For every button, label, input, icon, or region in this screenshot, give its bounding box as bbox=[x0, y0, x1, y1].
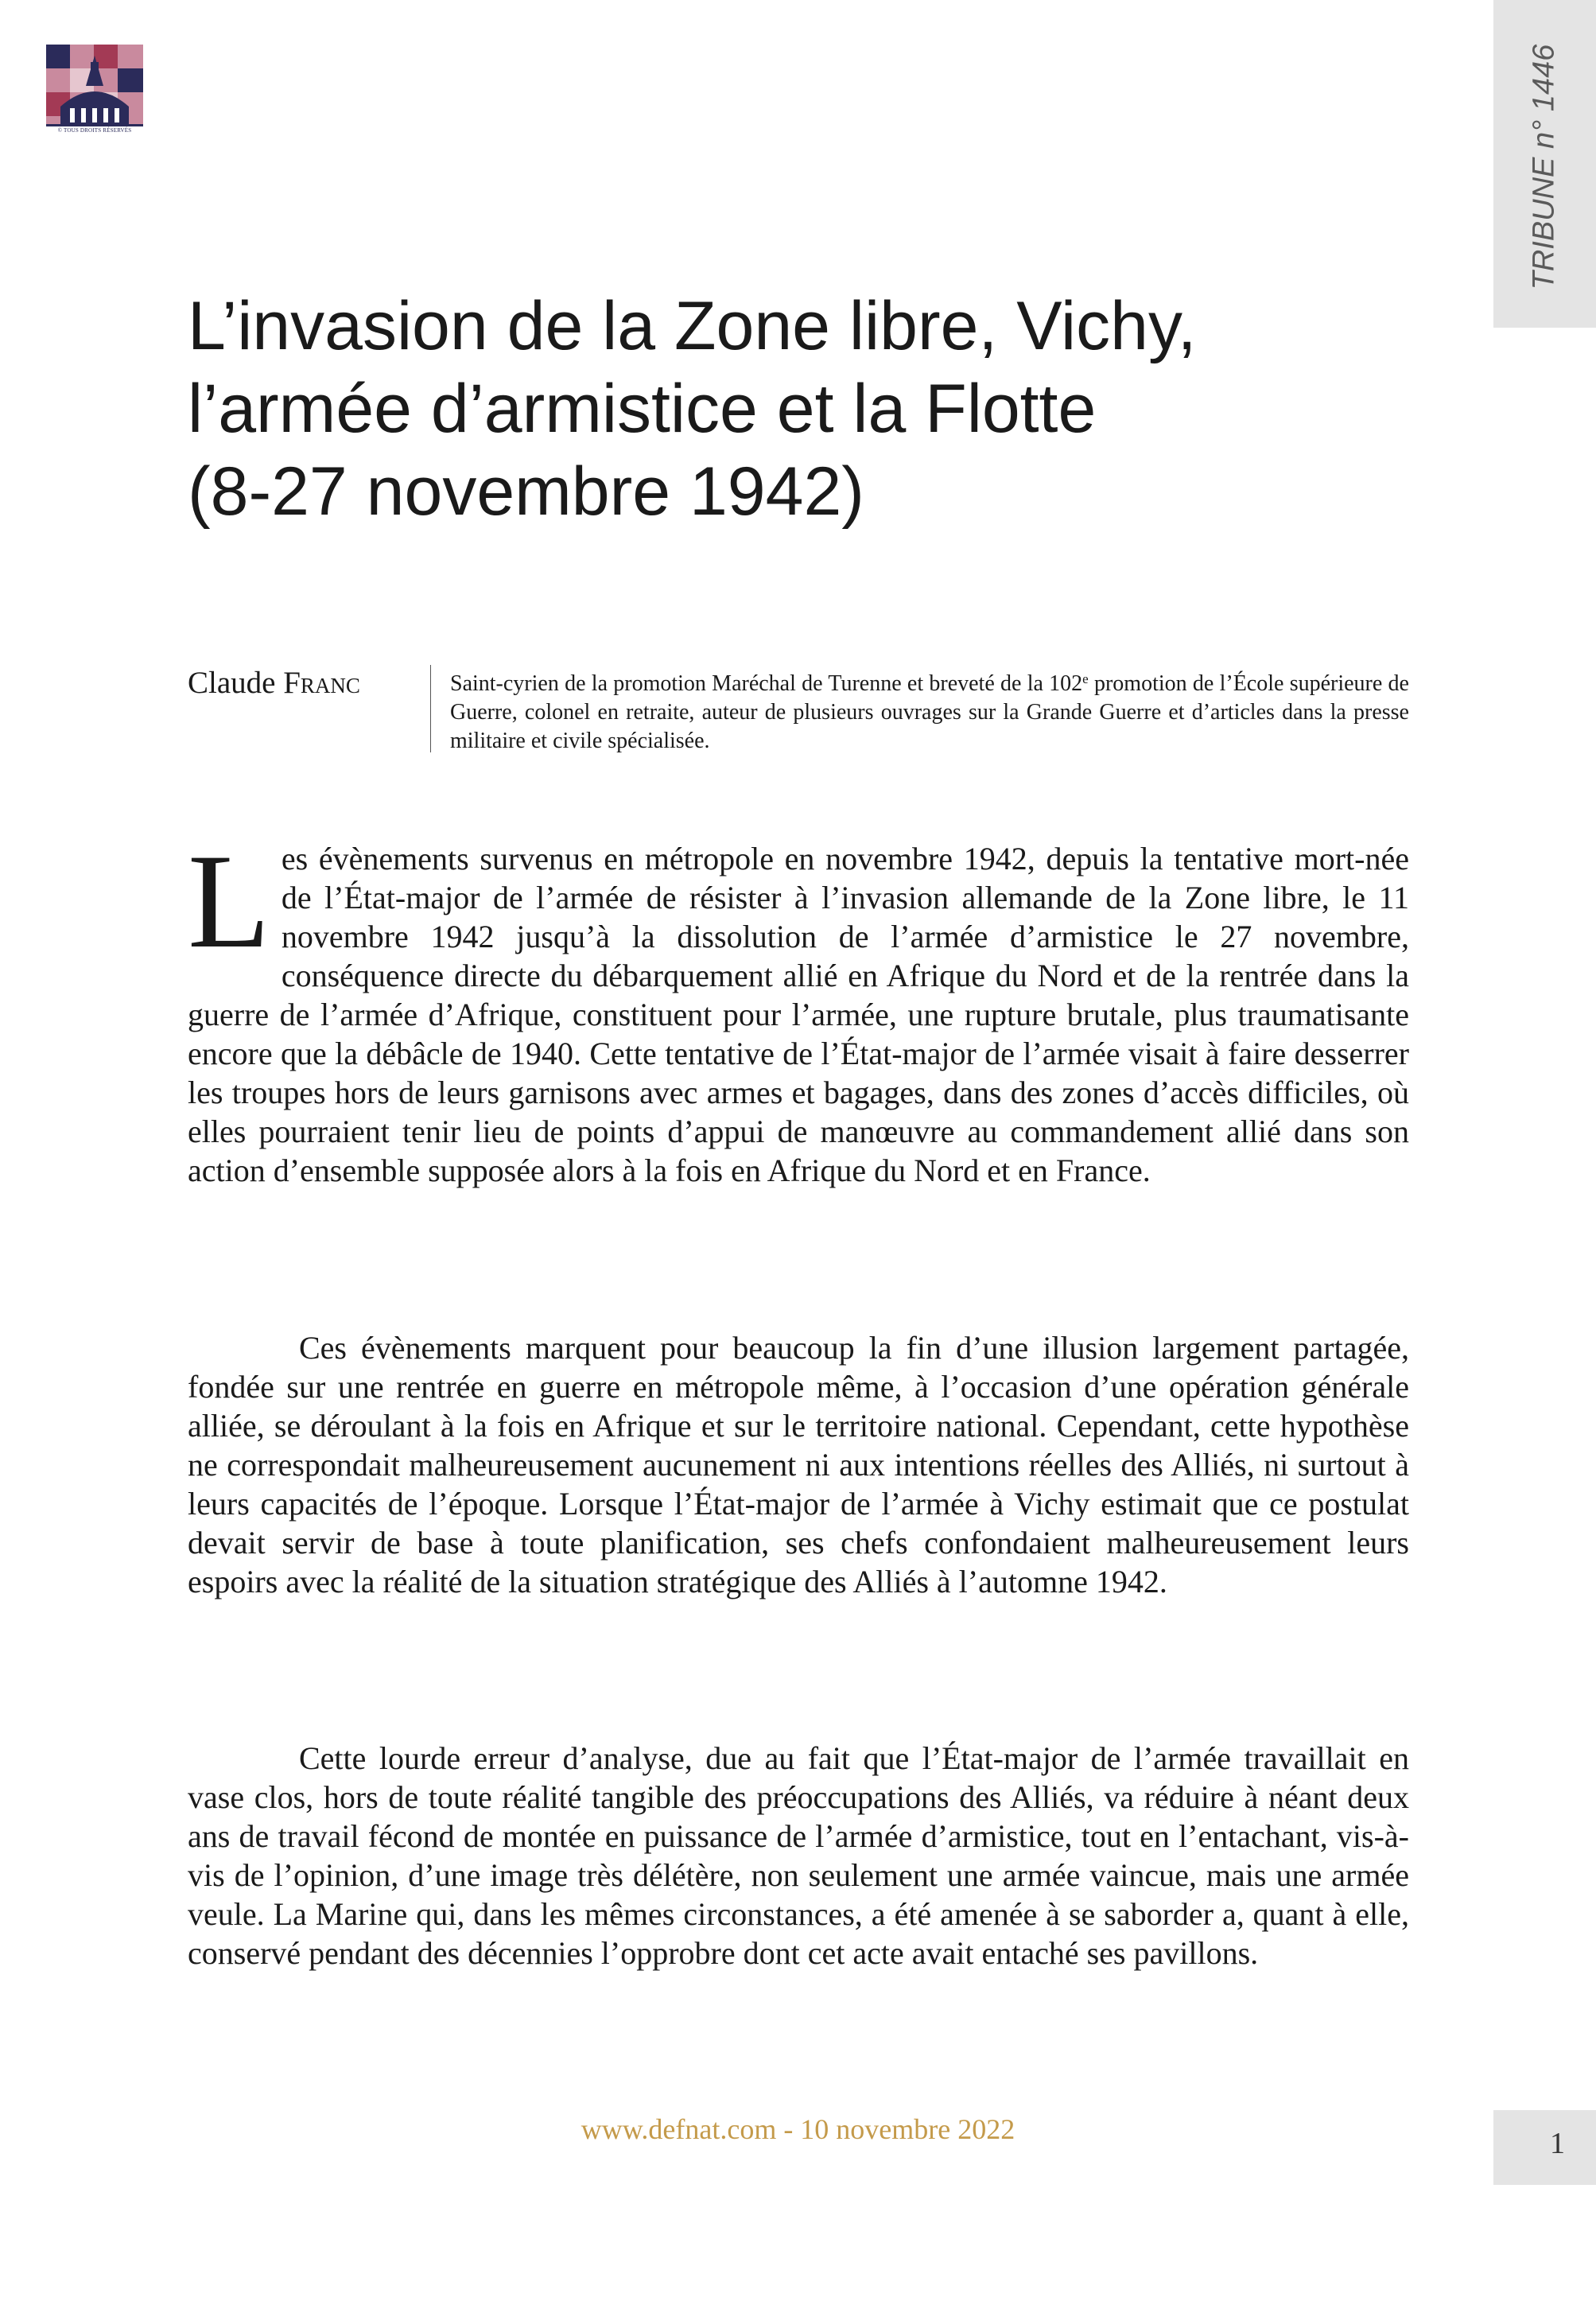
logo-caption: © TOUS DROITS RÉSERVÉS bbox=[57, 127, 132, 134]
bio-text-end: promotion de l’École supérieure de Guerre, colonel en retraite, auteur de plusieurs ouvrages sur la Grande Guerre et d’articles dans la presse militaire et civile spécialisée. bbox=[450, 671, 1409, 753]
tribune-label: TRIBUNE n° 1446 bbox=[1527, 44, 1561, 290]
author-name bbox=[188, 665, 360, 701]
bio-text: Saint-cyrien de la promotion Maréchal de Turenne et breveté de la 102 bbox=[450, 671, 1083, 696]
author-first-name: Claude bbox=[188, 666, 276, 700]
article-title bbox=[188, 285, 1428, 533]
footer-url-date[interactable]: www.defnat.com - 10 novembre 2022 bbox=[581, 2113, 1015, 2145]
body-paragraph-2 bbox=[188, 1328, 1409, 1601]
title-line: (8-27 novembre 1942) bbox=[188, 453, 864, 530]
paragraph-text: Ces évènements marquent pour beaucoup la fin d’une illusion largement partagée, fondée sur une rentrée en guerre en métropole même, à l’occasion d’une opération générale alliée, se déroulant à la fois en Afrique et sur le territoire national. Cependant, cette hypothèse ne correspondait malheureusement aucunement ni aux intentions réelles des Alliés, ni surtout à leurs capacités de l’époque. Lorsque l’État-major de l’armée à Vichy estimait que ce postulat devait servir de base à toute planification, ses chefs confondaient malheureusement leurs espoirs avec la réalité de la situation stratégique des Alliés à l’automne 1942. bbox=[188, 1330, 1409, 1599]
author-divider bbox=[430, 665, 431, 752]
author-bio bbox=[450, 665, 1409, 756]
author-last-name: Franc bbox=[283, 666, 360, 700]
page-number: 1 bbox=[1550, 2127, 1565, 2160]
bio-superscript: e bbox=[1082, 671, 1089, 686]
paragraph-text: Cette lourde erreur d’analyse, due au fait que l’État-major de l’armée travaillait en vase clos, hors de toute réalité tangible des préoccupations des Alliés, va réduire à néant deux ans de travail fécond de montée en puissance de l’armée d’armistice, tout en l’entachant, vis-à-vis de l’opinion, d’une image très délétère, non seulement une armée vaincue, mais une armée veule. La Marine qui, dans les mêmes circonstances, a été amenée à se saborder a, quant à elle, conservé pendant des décennies l’opprobre dont cet acte avait entaché ses pavillons. bbox=[188, 1740, 1409, 1971]
title-line: L’invasion de la Zone libre, Vichy, bbox=[188, 288, 1197, 364]
paragraph-text: es évènements survenus en métropole en novembre 1942, depuis la tentative mort-née de l’État-major de l’armée de résister à l’invasion allemande de la Zone libre, le 11 novembre 1942 jusqu’à la dissolution de l’armée d’armistice le 27 novembre, conséquence directe du débarquement allié en Afrique du Nord et de la rentrée dans la guerre de l’armée d’Afrique, constituent pour l’armée, une rupture brutale, plus traumatisante encore que la débâcle de 1940. Cette tentative de l’État-major de l’armée visait à faire desserrer les troupes hors de leurs garnisons avec armes et bagages, dans des zones d’accès difficiles, où elles pourraient tenir lieu de points d’appui de manœuvre au commandement allié dans son action d’ensemble supposée alors à la fois en Afrique du Nord et en France. bbox=[188, 841, 1409, 1188]
drop-cap: L bbox=[188, 826, 270, 976]
title-line: l’armée d’armistice et la Flotte bbox=[188, 371, 1097, 447]
body-paragraph-3 bbox=[188, 1739, 1409, 1973]
defense-nationale-logo-icon bbox=[46, 45, 143, 140]
body-paragraph-1 bbox=[188, 826, 1409, 1190]
